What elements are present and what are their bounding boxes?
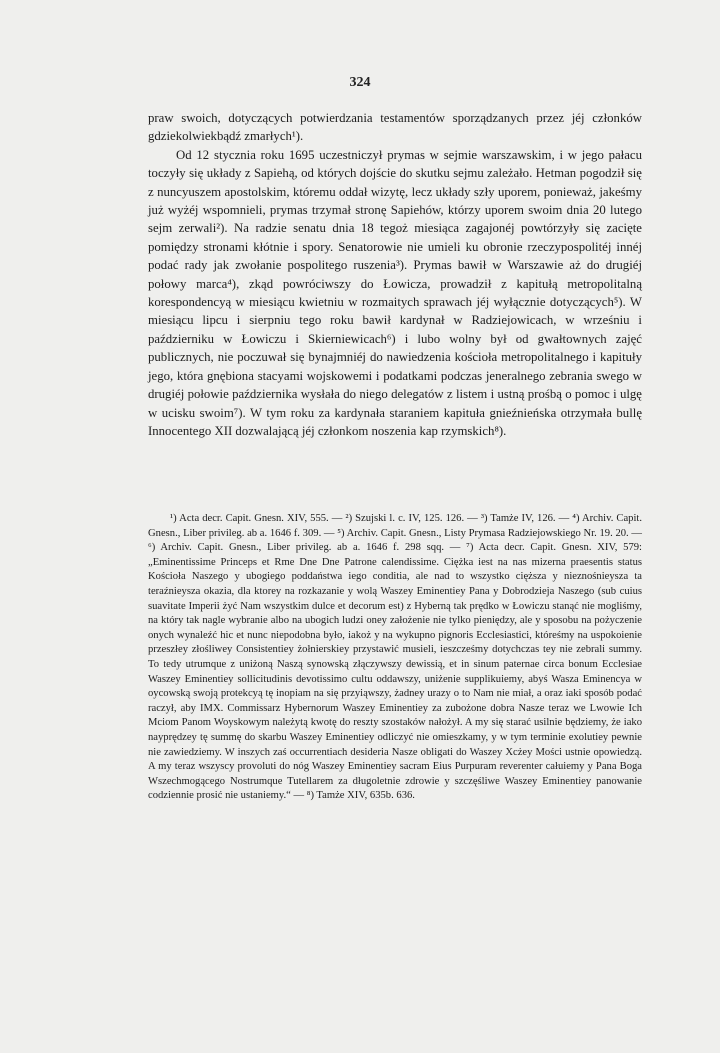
footnote-block: ¹) Acta decr. Capit. Gnesn. XIV, 555. — ²) Szujski l. c. IV, 125. 126. — ³) Tamże IV, 126. — ⁴) Archiv. Capit. Gnesn., Liber privileg. ab a. 1646 f. 309. — ⁵) Archiv. Capit. Gnesn., Listy Prymasa Radziejowskiego Nr. 19. 20. — ⁶) Archiv. Capit. Gnesn., Liber privileg. ab a. 1646 f. 298 sqq. — ⁷) Acta decr. Capit. Gnesn. XIV, 579: „Eminentissime Princeps et Rme Dne Dne Patrone calendissime. Ciężka iest na nas mizerna praesentis status Kościoła Naszego y ubogiego poddaństwa iego conditia, ale nad to wszystko cięższa y nieznośnieysza ta teraźnieysza okazia, dla ktorey na rozkazanie y wolą Waszey Eminentiey Pana y Dobrodzieja Naszego (sub cuius suavitate Imperii żyć Nam wszystkim dulce et decorum est) z Hyberną tak prędko w Łowiczu stanąć nie mogliśmy, na który tak nagle wybranie albo na ubogich ludzi oney założenie nie tylko pieniędzy, ale y sposobu na pożyczenie onych wynaleźć hic et nunc niepodobna było, iakoż y na wykupno pignoris Ecclesiastici, któreśmy na uspokoienie przeszłey złośliwey Consistentiey żołnierskiey przystawić musieli, ieszcześmy dotychczas tey nie zebrali summy. To tedy utrumque z uniżoną Naszą synowską złączywszy dewissią, et in sinum paternae circa bonum Ecclesiae Waszey Eminentiey sollicitudinis devotissimo cultu oddawszy, uniżenie supplikuiemy, abyś Wasza Eminencya w oycowską swoją protekcyą tę inopiam na się przyiąwszy, żadney urazy o to Nam nie miał, a oraz iaki sposób podać raczył, aby IMX. Commissarz Hybernorum Waszey Eminentiey za zubożone dobra Nasze teraz we Lwowie Ich Mciom Panom Woyskowym należytą kwotę do reszty szostaków nałożył. A my się starać usilnie będziemy, że iako nayprędzey tę summę do skarbu Waszey Eminentiey odliczyć nie omieszkamy, y w tym terminie exolutiey pewnie nie zawiedziemy. W inszych zaś occurrentiach desideria Nasze obligati do Waszey Xcżey Mości ustnie opowiedzą. A my teraz wszyscy provoluti do nóg Waszey Eminentiey sacram Eius Purpuram reverenter całuiemy y Pana Boga Wszechmogącego Nostrumque Tutellarem za długoletnie zdrowie y szczęśliwe Waszey Eminentiey panowanie codziennie prosić nie ustaniemy.“ — ⁸) Tamże XIV, 635b. 636. [148,513,642,802]
paragraph-continuation: praw swoich, dotyczących potwierdzania testamentów sporządzanych przez jéj członków gdziekolwiekbądź zmarłych¹). [148,111,642,144]
page-number: 324 [349,75,371,90]
footnotes [148,512,642,804]
paragraph-main: Od 12 stycznia roku 1695 uczestniczył prymas w sejmie warszawskim, i w jego pałacu toczyły się układy z Sapiehą, od których dojście do skutku sejmu zależało. Hetman pogodził się z nuncyuszem apostolskim, któremu oddał wizytę, lecz układy szły uporem, ponieważ, jakeśmy już wyżéj wspomnieli, prymas trzymał stronę Sapiehów, którzy uporem swoim dnia 20 lutego sejm zerwali²). Na radzie senatu dnia 18 tegoż miesiąca zagajonéj powtórzyły się zacięte pomiędzy stronami kłótnie i spory. Senatorowie nie umieli ku obronie rzeczypospolitéj innéj podać rady jak zwołanie pospolitego ruszenia³). Prymas bawił w Warszawie aż do drugiéj połowy marca⁴), zkąd powróciwszy do Łowicza, prowadził z kapitułą metropolitalną korespondencyą w miesiącu kwietniu w rozmaitych sprawach jéj wyłącznie dotyczących⁵). W miesiącu lipcu i sierpniu tego roku bawił kardynał w Radziejowicach, w wrześniu i październiku w Łowiczu i Skierniewicach⁶) i lubo wolny był od gwałtownych zajęć publicznych, nie poczuwał się bynajmniéj do nawiedzenia kościoła metropolitalnego i kapituły jego, która gnębiona stacyami wojskowemi i podatkami podczas jeneralnego zebrania swego w drugiéj połowie października wysłała do niego delegatów z listem i ustną prośbą o pomoc i ulgę w ucisku swoim⁷). W tym roku za kardynała staraniem kapituła gnieźnieńska otrzymała bullę Innocentego XII dozwalającą jéj członkom noszenia kap rzymskich⁸). [148,147,642,438]
main-text [148,109,642,440]
